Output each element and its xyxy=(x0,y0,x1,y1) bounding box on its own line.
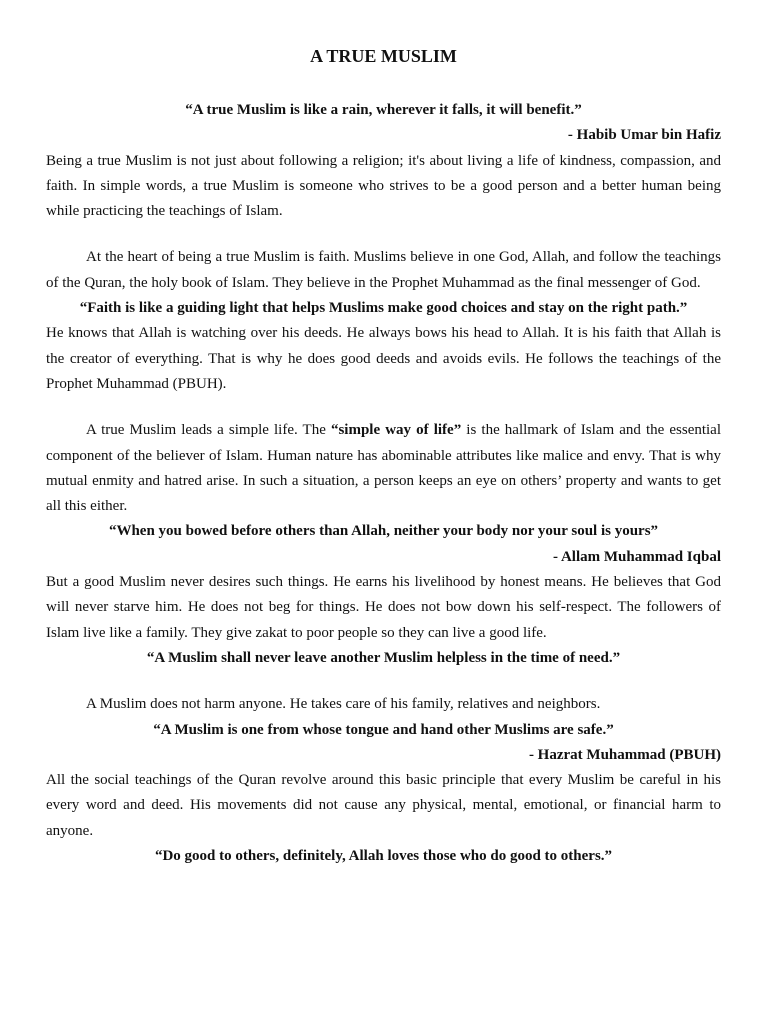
attribution-habib-umar: - Habib Umar bin Hafiz xyxy=(567,127,721,144)
paragraph-honest-means: But a good Muslim never desires such things. He earns his livelihood by honest means. He believes that God will never starve him. He does not beg for things. He does not bow down his self-respect. The followers of Islam live like a family. They give zakat to poor people so they can live a good life. xyxy=(46,574,721,641)
paragraph-gap xyxy=(46,397,721,418)
quote-habib-umar: “A true Muslim is like a rain, wherever it falls, it will benefit.” xyxy=(185,102,582,118)
paragraph-social-teachings: All the social teachings of the Quran revolve around this basic principle that every Muslim be careful in his every word and deed. His movements did not cause any physical, mental, emotional, or financial harm to anyone. xyxy=(46,772,721,839)
quote-tongue-and-hand: “A Muslim is one from whose tongue and hand other Muslims are safe.” xyxy=(153,721,614,738)
paragraph-deeds: He knows that Allah is watching over his deeds. He always bows his head to Allah. It is his faith that Allah is the creator of everything. That is why he does good deeds and avoids evils. He follows the teachings of the Prophet Muhammad (PBUH). xyxy=(46,325,721,392)
simple-life-text-start: A true Muslim leads a simple life. The xyxy=(86,422,331,439)
paragraph-faith: At the heart of being a true Muslim is faith. Muslims believe in one God, Allah, and follow the teachings of the Quran, the holy book of Islam. They believe in the Prophet Muhammad as the final messenger of God. xyxy=(46,249,721,291)
quote-guiding-light: “Faith is like a guiding light that helps Muslims make good choices and stay on the right path.” xyxy=(79,300,688,317)
paragraph-no-harm: A Muslim does not harm anyone. He takes care of his family, relatives and neighbors. xyxy=(86,696,601,713)
quote-do-good: “Do good to others, definitely, Allah loves those who do good to others.” xyxy=(154,848,613,865)
simple-life-emphasis: “simple way of life” xyxy=(330,422,462,439)
quote-iqbal: “When you bowed before others than Allah, neither your body nor your soul is yours” xyxy=(108,523,659,540)
paragraph-simple-life xyxy=(46,418,721,519)
attribution-prophet: - Hazrat Muhammad (PBUH) xyxy=(528,746,721,763)
paragraph-gap xyxy=(46,224,721,245)
paragraph-intro: Being a true Muslim is not just about following a religion; it's about living a life of kindness, compassion, and faith. In simple words, a true Muslim is someone who strives to be a good person and a better human being while practicing the teachings of Islam. xyxy=(46,152,721,220)
simple-life-text-end: is the hallmark of Islam and the essential component of the believer of Islam. Human nature has abominable attributes like malice and envy. That is why mutual enmity and hatred arise. In such a situation, a person keeps an eye on others’ property and wants to get all this either. xyxy=(46,422,722,515)
attribution-iqbal: - Allam Muhammad Iqbal xyxy=(553,548,721,565)
quote-helpless: “A Muslim shall never leave another Muslim helpless in the time of need.” xyxy=(146,649,621,666)
page-title: A TRUE MUSLIM xyxy=(310,46,457,66)
paragraph-gap xyxy=(46,671,721,692)
